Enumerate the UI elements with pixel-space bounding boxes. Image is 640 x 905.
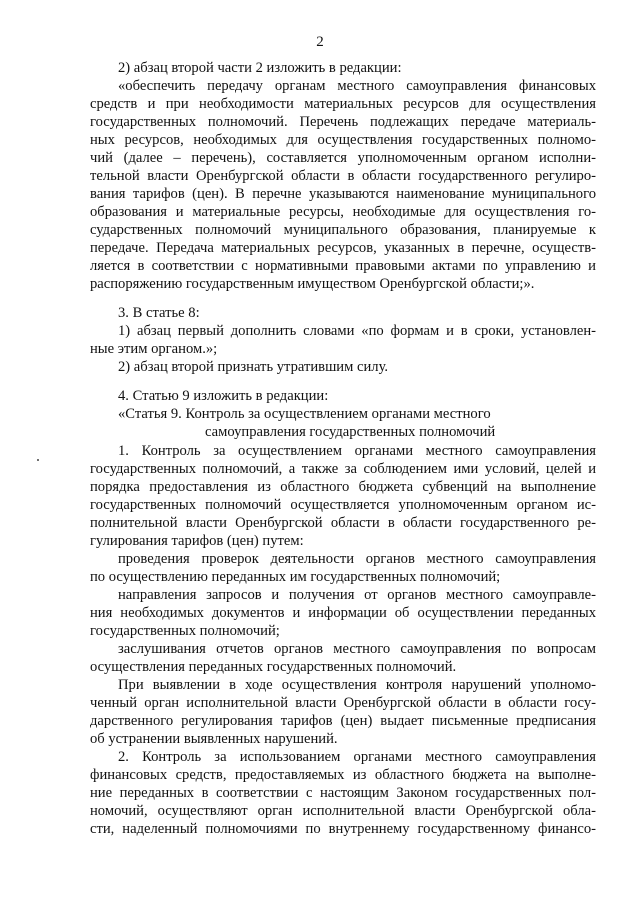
text-line: сударственных полномочий муниципального образования, планируемые к — [90, 222, 596, 238]
text-line: вания тарифов (цен). В перечне указываются наименование муниципального — [90, 186, 596, 202]
section-heading: 4. Статью 9 изложить в редакции: — [118, 388, 329, 404]
text-line: ния необходимых документов и информации об осуществлении переданных — [90, 605, 596, 621]
text-line: распоряжению государственным имуществом Оренбургской области;». — [90, 276, 535, 292]
text-line: ченный орган исполнительной власти Оренбургской области в области госу- — [90, 695, 596, 711]
text-line: государственных полномочий. Перечень подлежащих передаче материаль- — [90, 114, 596, 130]
text-line: номочий, осуществляют орган исполнительной власти Оренбургской обла- — [90, 803, 596, 819]
text-line: ляется в соответствии с нормативными правовыми актами по управлению и — [90, 258, 596, 274]
text-line: государственных полномочий, а также за соблюдением ими условий, целей и — [90, 461, 596, 477]
text-line: проведения проверок деятельности органов местного самоуправления — [118, 551, 596, 567]
text-line: по осуществлению переданных им государственных полномочий; — [90, 569, 501, 585]
article-title: самоуправления государственных полномочий — [205, 424, 496, 440]
text-line: 2) абзац второй части 2 изложить в редакции: — [118, 60, 402, 76]
text-line: финансовых средств, предоставляемых из областного бюджета на выполне- — [90, 767, 596, 783]
text-line: При выявлении в ходе осуществления контроля нарушений уполномо- — [118, 677, 596, 693]
text-line: 2) абзац второй признать утратившим силу. — [118, 359, 389, 375]
text-line: 1. Контроль за осуществлением органами местного самоуправления — [118, 443, 596, 459]
article-title: «Статья 9. Контроль за осуществлением органами местного — [118, 406, 491, 422]
text-line: средств и при необходимости материальных ресурсов для осуществления — [90, 96, 596, 112]
text-line: ные этим органом.»; — [90, 341, 218, 357]
text-line: об устранении выявленных нарушений. — [90, 731, 338, 747]
text-line: образования и материальные ресурсы, необходимые для осуществления го- — [90, 204, 596, 220]
text-line: заслушивания отчетов органов местного самоуправления по вопросам — [118, 641, 596, 657]
text-line: чий (далее – перечень), составляется уполномоченным органом исполни- — [90, 150, 596, 166]
section-heading: 3. В статье 8: — [118, 305, 200, 321]
page-number: 2 — [316, 34, 324, 50]
text-line: порядка предоставления из областного бюджета субвенций на выполнение — [90, 479, 596, 495]
text-line: передаче. Передача материальных ресурсов, указанных в перечне, осуществ- — [90, 240, 596, 256]
text-line: гулирования тарифов (цен) путем: — [90, 533, 304, 549]
text-line: осуществления переданных государственных полномочий. — [90, 659, 457, 675]
text-line: направления запросов и получения от органов местного самоуправле- — [118, 587, 596, 603]
text-line: ных ресурсов, необходимых для осуществления государственных полномо- — [90, 132, 596, 148]
text-line: дарственного регулирования тарифов (цен) выдает письменные предписания — [90, 713, 596, 729]
text-line: 2. Контроль за использованием органами местного самоуправления — [118, 749, 596, 765]
text-line: ние переданных в соответствии с настоящим Законом государственных пол- — [90, 785, 596, 801]
text-line: полнительной власти Оренбургской области в области государственного ре- — [90, 515, 596, 531]
text-line: 1) абзац первый дополнить словами «по формам и в сроки, установлен- — [118, 323, 596, 339]
text-line: государственных полномочий осуществляется уполномоченным органом ис- — [90, 497, 596, 513]
text-line: государственных полномочий; — [90, 623, 280, 639]
text-line: «обеспечить передачу органам местного самоуправления финансовых — [118, 78, 596, 94]
margin-speck — [37, 459, 39, 461]
text-line: тельной власти Оренбургской области в области государственного регулиро- — [90, 168, 596, 184]
text-line: сти, наделенный полномочиями по внутреннему государственному финансо- — [90, 821, 596, 837]
